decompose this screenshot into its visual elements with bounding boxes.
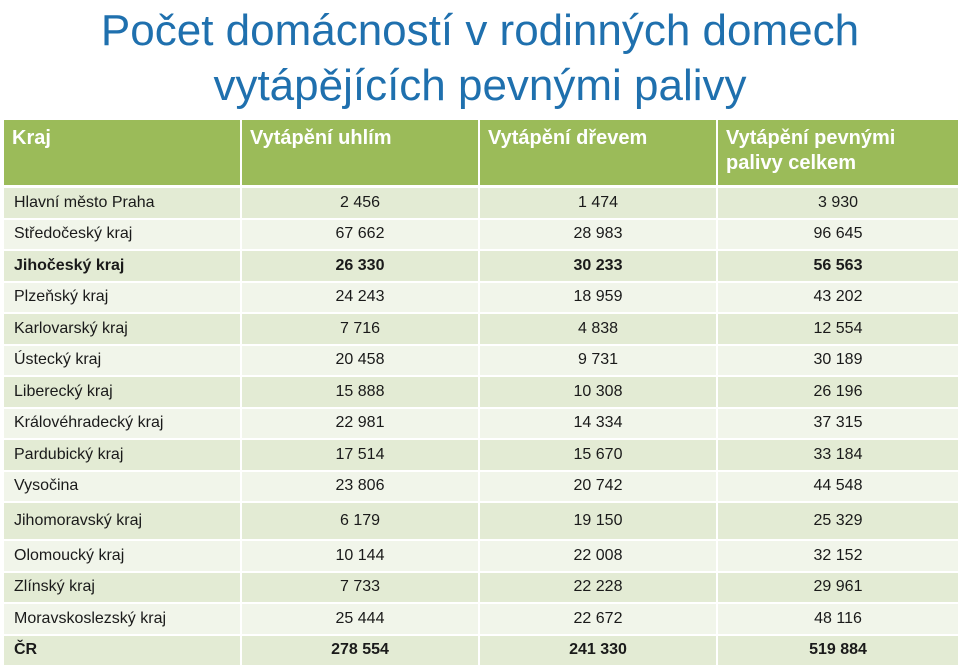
cell-coal: 7 733 [242,573,480,605]
cell-region: Moravskoslezský kraj [4,604,242,636]
cell-wood: 9 731 [480,346,718,378]
cell-total: 56 563 [718,251,958,283]
cell-total: 25 329 [718,503,958,541]
cell-coal: 67 662 [242,220,480,252]
table-row [4,541,958,573]
cell-coal: 7 716 [242,314,480,346]
cell-total: 29 961 [718,573,958,605]
cell-region: Karlovarský kraj [4,314,242,346]
table-row [4,636,958,668]
cell-region: Ústecký kraj [4,346,242,378]
cell-coal: 278 554 [242,636,480,668]
column-header-total: Vytápění pevnými palivy celkem [718,120,958,188]
cell-wood: 20 742 [480,472,718,504]
table-header-row [4,120,958,188]
table-row [4,188,958,220]
cell-coal: 17 514 [242,440,480,472]
cell-total: 48 116 [718,604,958,636]
cell-wood: 22 008 [480,541,718,573]
cell-wood: 19 150 [480,503,718,541]
cell-total: 30 189 [718,346,958,378]
cell-wood: 22 228 [480,573,718,605]
cell-wood: 18 959 [480,283,718,315]
heating-households-table [4,120,958,667]
cell-coal: 23 806 [242,472,480,504]
cell-coal: 25 444 [242,604,480,636]
cell-wood: 1 474 [480,188,718,220]
cell-coal: 22 981 [242,409,480,441]
column-header-wood: Vytápění dřevem [480,120,718,188]
table-row [4,503,958,541]
cell-total: 37 315 [718,409,958,441]
cell-coal: 15 888 [242,377,480,409]
cell-wood: 30 233 [480,251,718,283]
cell-region: Vysočina [4,472,242,504]
cell-coal: 20 458 [242,346,480,378]
cell-wood: 241 330 [480,636,718,668]
cell-region: Středočeský kraj [4,220,242,252]
cell-region: Liberecký kraj [4,377,242,409]
table-row [4,346,958,378]
cell-coal: 26 330 [242,251,480,283]
table-row [4,314,958,346]
cell-total: 519 884 [718,636,958,668]
cell-region: Plzeňský kraj [4,283,242,315]
table-row [4,409,958,441]
cell-wood: 28 983 [480,220,718,252]
cell-total: 12 554 [718,314,958,346]
cell-region: Olomoucký kraj [4,541,242,573]
cell-total: 3 930 [718,188,958,220]
cell-wood: 14 334 [480,409,718,441]
cell-wood: 22 672 [480,604,718,636]
cell-coal: 10 144 [242,541,480,573]
table-row [4,440,958,472]
cell-region: Pardubický kraj [4,440,242,472]
column-header-coal: Vytápění uhlím [242,120,480,188]
cell-region: Jihomoravský kraj [4,503,242,541]
cell-total: 43 202 [718,283,958,315]
cell-region: Jihočeský kraj [4,251,242,283]
table-row [4,573,958,605]
page-title-line-2: vytápějících pevnými palivy [213,61,747,110]
cell-region: Zlínský kraj [4,573,242,605]
cell-coal: 2 456 [242,188,480,220]
cell-total: 32 152 [718,541,958,573]
table-row [4,220,958,252]
cell-wood: 10 308 [480,377,718,409]
cell-total: 33 184 [718,440,958,472]
cell-total: 26 196 [718,377,958,409]
table-row [4,604,958,636]
table-row [4,472,958,504]
table-row [4,377,958,409]
column-header-region: Kraj [4,120,242,188]
cell-wood: 15 670 [480,440,718,472]
page-title-line-1: Počet domácností v rodinných domech [100,6,860,55]
cell-coal: 24 243 [242,283,480,315]
cell-coal: 6 179 [242,503,480,541]
cell-total: 96 645 [718,220,958,252]
table-row [4,251,958,283]
table-row [4,283,958,315]
cell-total: 44 548 [718,472,958,504]
table-body [4,188,958,667]
cell-region: Královéhradecký kraj [4,409,242,441]
cell-region: ČR [4,636,242,668]
cell-region: Hlavní město Praha [4,188,242,220]
cell-wood: 4 838 [480,314,718,346]
page-title [0,0,960,118]
